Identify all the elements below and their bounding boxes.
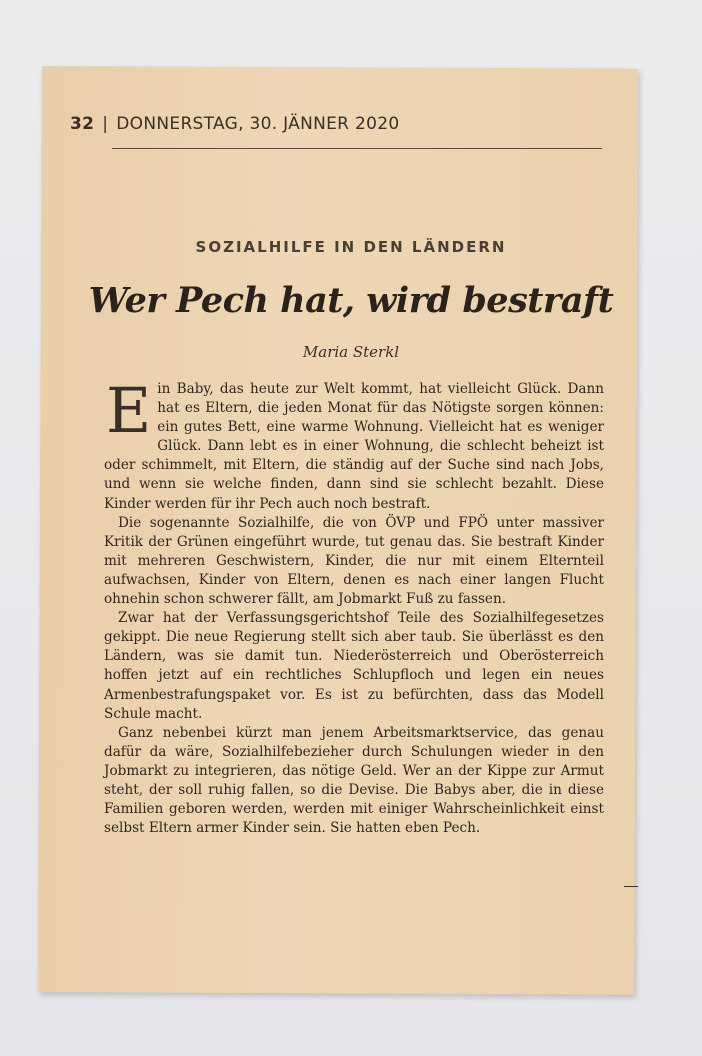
section-label: SOZIALHILFE IN DEN LÄNDERN xyxy=(195,238,507,256)
article-paragraph xyxy=(104,374,604,514)
page-header xyxy=(70,114,399,134)
paragraph-text: in Baby, das heute zur Welt kommt, hat vielleicht Glück. Dann hat es Eltern, die jeden Monat für das Nötigste sorgen können: ein gutes Bett, eine warme Wohnung. Vielleicht hat es weniger Glück. Dann lebt es in einer Wohnung, die schlecht beheizt ist oder schimmelt, mit Eltern, die ständig auf der Suche sind nach Jobs, und wenn sie welche finden, dann sind sie schlecht bezahlt. Diese Kinder werden für ihr Pech auch noch bestraft. xyxy=(104,381,604,512)
page-number: 32 xyxy=(70,114,95,134)
column-edge-mark xyxy=(624,886,638,887)
article-paragraph: Die sogenannte Sozialhilfe, die von ÖVP und FPÖ unter massiver Kritik der Grünen eingeführt wurde, tut genau das. Sie bestraft Kinder mit mehreren Geschwistern, Kinder, die nur mit einem Elternteil aufwachsen, Kinder von Eltern, denen es nach einer langen Flucht ohnehin schon schwerer fällt, am Jobmarkt Fuß zu fassen. xyxy=(104,514,604,608)
issue-date: DONNERSTAG, 30. JÄNNER 2020 xyxy=(116,114,400,134)
author-byline: Maria Sterkl xyxy=(302,343,400,361)
article-body xyxy=(104,374,604,838)
drop-cap: E xyxy=(106,374,152,447)
article-paragraph: Ganz nebenbei kürzt man jenem Arbeitsmarktservice, das genau dafür da wäre, Sozialhilfebezieher durch Schulungen wieder in den Jobmarkt zu integrieren, das nötige Geld. Wer an der Kippe zur Armut steht, der soll ruhig fallen, so die Devise. Die Babys aber, die in diese Familien geboren werden, werden mit einiger Wahrscheinlichkeit einst selbst Eltern armer Kinder sein. Sie hatten eben Pech. xyxy=(104,724,604,837)
header-separator: | xyxy=(102,114,109,134)
header-rule xyxy=(112,148,602,149)
article-paragraph: Zwar hat der Verfassungsgerichtshof Teile des Sozialhilfegesetzes gekippt. Die neue Regierung stellt sich aber taub. Sie überlässt es den Ländern, was sie damit tun. Niederösterreich und Oberösterreich hoffen jetzt auf ein rechtliches Schlupfloch und legen ein neues Armenbestrafungspaket vor. Es ist zu befürchten, dass das Modell Schule macht. xyxy=(104,610,604,722)
article-headline: Wer Pech hat, wird bestraft xyxy=(88,280,614,321)
